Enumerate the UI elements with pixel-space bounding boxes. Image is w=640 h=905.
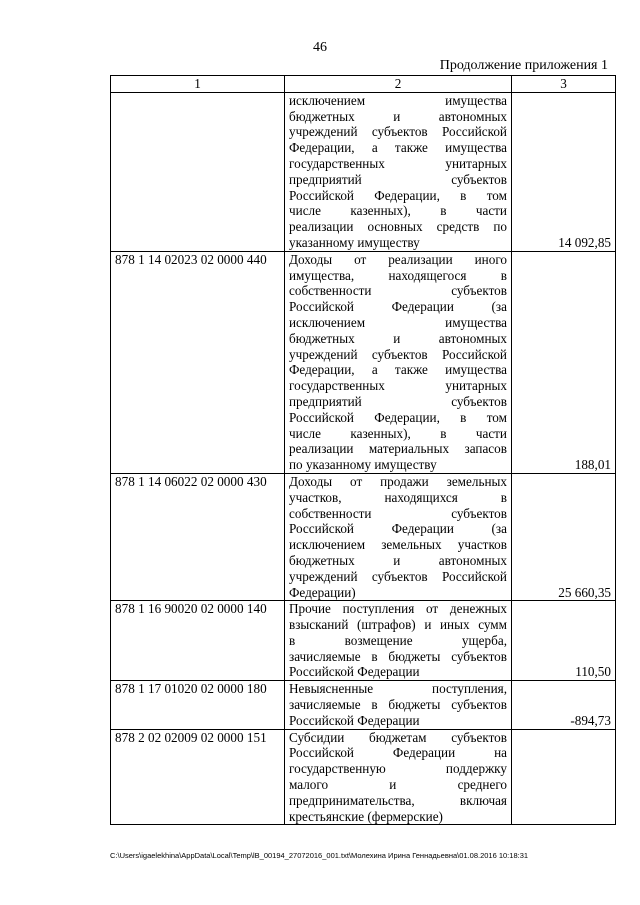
continuation-label: Продолжение приложения 1 bbox=[439, 58, 608, 73]
amount-cell: 110,50 bbox=[512, 601, 616, 681]
description-line: исключением имущества bbox=[289, 314, 507, 330]
table-row bbox=[111, 729, 616, 825]
description-line: бюджетных и автономных bbox=[289, 552, 507, 568]
description-line: Федерации, а также имущества bbox=[289, 362, 507, 378]
page-number: 46 bbox=[313, 40, 327, 55]
description-line: государственных унитарных bbox=[289, 378, 507, 394]
description-line: предпринимательства, включая bbox=[289, 792, 507, 808]
budget-code-cell: 878 1 14 02023 02 0000 440 bbox=[111, 251, 285, 473]
description-line: зачисляемые в бюджеты субъектов bbox=[289, 648, 507, 664]
amount-cell: 25 660,35 bbox=[512, 473, 616, 600]
description-line: имущества, находящегося в bbox=[289, 267, 507, 283]
amount-cell: 188,01 bbox=[512, 251, 616, 473]
description-line: Доходы от реализации иного bbox=[289, 251, 507, 267]
description-line: учреждений субъектов Российской bbox=[289, 124, 507, 140]
column-header-code: 1 bbox=[111, 76, 285, 93]
description-line: государственную поддержку bbox=[289, 761, 507, 777]
description-cell bbox=[285, 601, 512, 681]
description-line: реализации материальных запасов bbox=[289, 441, 507, 457]
table-body bbox=[111, 92, 616, 825]
description-line: указанному имуществу bbox=[289, 234, 420, 250]
description-line: бюджетных и автономных bbox=[289, 330, 507, 346]
budget-code-cell: 878 2 02 02009 02 0000 151 bbox=[111, 729, 285, 825]
description-line: крестьянские (фермерские) bbox=[289, 808, 443, 824]
amount-cell: -894,73 bbox=[512, 681, 616, 729]
description-line: Российской Федерации bbox=[289, 664, 420, 680]
column-header-amount: 3 bbox=[512, 76, 616, 93]
description-cell bbox=[285, 729, 512, 825]
description-line: Доходы от продажи земельных bbox=[289, 473, 507, 489]
description-line: Российской Федерации, в том bbox=[289, 187, 507, 203]
description-line: предприятий субъектов bbox=[289, 171, 507, 187]
table-header-row bbox=[111, 76, 616, 93]
column-header-description: 2 bbox=[285, 76, 512, 93]
table-row bbox=[111, 251, 616, 473]
budget-code-cell: 878 1 16 90020 02 0000 140 bbox=[111, 601, 285, 681]
description-line: исключением земельных участков bbox=[289, 537, 507, 553]
footer-file-path: C:\Users\igaelekhina\AppData\Local\Temp\lB_00194_27072016_001.txt\Молехина Ирина Геннадьевна\01.08.2016 10:18:31 bbox=[110, 851, 529, 860]
description-line: участков, находящихся в bbox=[289, 489, 507, 505]
description-line: в возмещение ущерба, bbox=[289, 632, 507, 648]
description-line: Федерации) bbox=[289, 584, 356, 600]
table-row bbox=[111, 92, 616, 251]
description-line: числе казенных), в части bbox=[289, 203, 507, 219]
description-line: зачисляемые в бюджеты субъектов bbox=[289, 697, 507, 713]
description-cell bbox=[285, 92, 512, 251]
description-line: собственности субъектов bbox=[289, 505, 507, 521]
description-line: Российской Федерации на bbox=[289, 745, 507, 761]
description-line: Российской Федерации, в том bbox=[289, 409, 507, 425]
description-line: бюджетных и автономных bbox=[289, 108, 507, 124]
description-line: Прочие поступления от денежных bbox=[289, 601, 507, 617]
description-line: малого и среднего bbox=[289, 777, 507, 793]
revenue-table bbox=[110, 75, 616, 825]
description-line: Российской Федерации (за bbox=[289, 521, 507, 537]
description-cell bbox=[285, 473, 512, 600]
description-line: Субсидии бюджетам субъектов bbox=[289, 729, 507, 745]
description-line: взысканий (штрафов) и иных сумм bbox=[289, 617, 507, 633]
description-line: по указанному имуществу bbox=[289, 457, 437, 473]
description-line: учреждений субъектов Российской bbox=[289, 346, 507, 362]
description-line: предприятий субъектов bbox=[289, 393, 507, 409]
description-line: исключением имущества bbox=[289, 92, 507, 108]
description-line: Российской Федерации (за bbox=[289, 299, 507, 315]
amount-cell: 14 092,85 bbox=[512, 92, 616, 251]
description-cell bbox=[285, 251, 512, 473]
description-cell bbox=[285, 681, 512, 729]
description-line: Федерации, а также имущества bbox=[289, 140, 507, 156]
description-line: реализации основных средств по bbox=[289, 219, 507, 235]
description-line: Невыясненные поступления, bbox=[289, 681, 507, 697]
table-row bbox=[111, 681, 616, 729]
description-line: учреждений субъектов Российской bbox=[289, 568, 507, 584]
budget-code-cell: 878 1 14 06022 02 0000 430 bbox=[111, 473, 285, 600]
table-row bbox=[111, 601, 616, 681]
description-line: собственности субъектов bbox=[289, 283, 507, 299]
description-line: Российской Федерации bbox=[289, 712, 420, 728]
amount-cell bbox=[512, 729, 616, 825]
description-line: государственных унитарных bbox=[289, 155, 507, 171]
description-line: числе казенных), в части bbox=[289, 425, 507, 441]
table-row bbox=[111, 473, 616, 600]
budget-code-cell bbox=[111, 92, 285, 251]
budget-code-cell: 878 1 17 01020 02 0000 180 bbox=[111, 681, 285, 729]
